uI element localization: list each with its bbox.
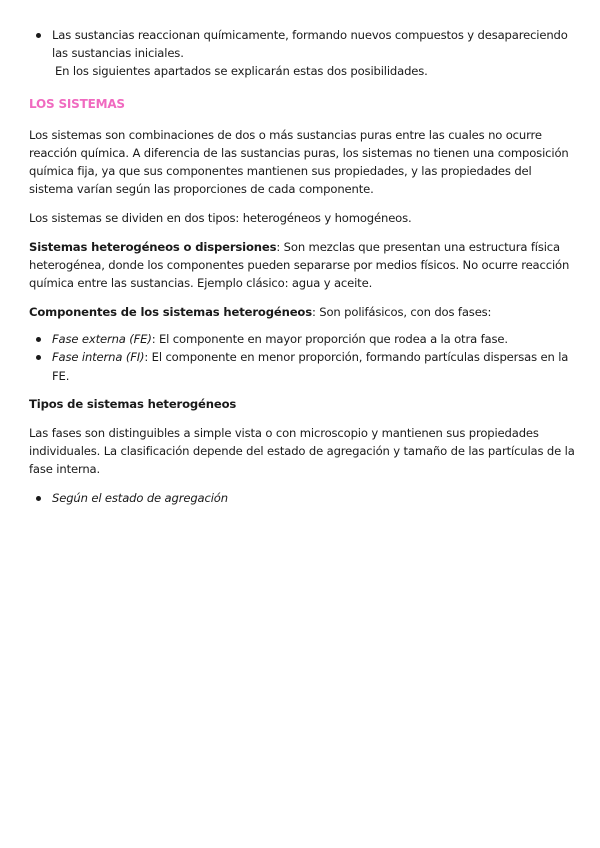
section-title: LOS SISTEMAS [29,96,125,111]
types-list [29,489,577,507]
components-list [29,330,577,385]
paragraph-systems-definition: Los sistemas son combinaciones de dos o más sustancias puras entre las cuales no ocurre reacción química. A diferencia de las sustancias puras, los sistemas no tienen una composición química fija, ya que sus componentes mantienen sus propiedades, y las propiedades del sistema varían según las proporciones de cada componente. [29,127,569,197]
list-item [29,330,577,348]
component-term: Fase externa (FE) [52,332,152,347]
intro-list [29,26,577,62]
bullet-icon [36,496,41,501]
list-item [29,26,577,62]
intro-bullet-text: Las sustancias reaccionan químicamente, formando nuevos compuestos y desapareciendo las sustancias iniciales. [52,28,568,61]
heterogeneous-term: Sistemas heterogéneos o dispersiones [29,239,277,254]
bullet-icon [36,355,41,360]
component-desc: : El componente en menor proporción, formando partículas dispersas en la FE. [52,350,569,383]
document-page [29,26,577,507]
paragraph-types-description: Las fases son distinguibles a simple vista o con microscopio y mantienen sus propiedades individuales. La clasificación depende del estado de agregación y tamaño de las partículas de la fase interna. [29,425,575,477]
aggregation-state-item: Según el estado de agregación [52,491,228,506]
components-definition: : Son polifásicos, con dos fases: [311,304,492,319]
subheading-types: Tipos de sistemas heterogéneos [29,396,237,411]
paragraph-components [29,303,577,321]
component-desc: : El componente en mayor proporción que rodea a la otra fase. [151,332,508,347]
component-term: Fase interna (FI) [52,350,145,365]
heterogeneous-definition: : Son mezclas que presentan una estructura física heterogénea, donde los componentes pueden separarse por medios físicos. No ocurre reacción química entre las sustancias. Ejemplo clásico: agua y aceite. [29,239,570,291]
list-item [29,348,577,384]
bullet-icon [36,337,41,342]
paragraph-systems-types: Los sistemas se dividen en dos tipos: heterogéneos y homogéneos. [29,211,412,226]
bullet-icon [36,33,41,38]
intro-note: En los siguientes apartados se explicarán estas dos posibilidades. [55,64,428,79]
list-item [29,489,577,507]
paragraph-heterogeneous [29,238,577,293]
components-term: Componentes de los sistemas heterogéneos [29,304,312,319]
